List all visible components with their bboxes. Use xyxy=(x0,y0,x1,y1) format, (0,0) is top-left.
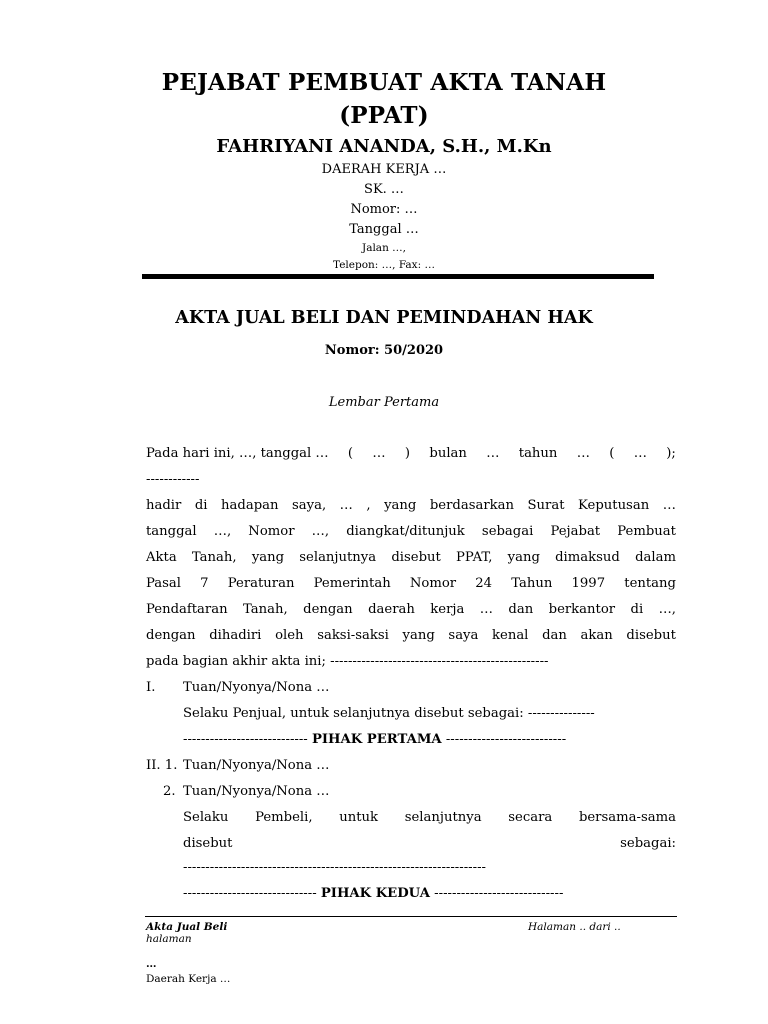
word: Nomor xyxy=(248,524,295,539)
word: dan xyxy=(508,602,534,617)
word: tentang xyxy=(624,576,676,591)
seller-role: Selaku Penjual, untuk selanjutnya disebut sebagai: --------------- xyxy=(183,706,595,721)
footer-subtitle: halaman xyxy=(146,933,192,945)
word: 7 xyxy=(200,576,209,591)
address-line: Jalan …, xyxy=(361,242,407,254)
paragraph-line xyxy=(146,575,676,593)
word: Tahun xyxy=(511,576,553,591)
opening-part: ( xyxy=(609,446,615,461)
word: dengan xyxy=(303,602,353,617)
word: Tanah, xyxy=(191,550,237,565)
opening-dashes: ------------ xyxy=(146,472,200,487)
opening-part: … xyxy=(633,446,647,461)
word: akan xyxy=(580,628,613,643)
dashes: --------------------------- xyxy=(441,732,567,747)
word: … xyxy=(662,498,676,513)
word: Surat xyxy=(527,498,565,513)
footer-title: Akta Jual Beli xyxy=(146,921,228,933)
word: … xyxy=(479,602,493,617)
footer-daerah-kerja: Daerah Kerja … xyxy=(146,973,231,985)
opening-part: ( xyxy=(347,446,354,461)
paragraph-line xyxy=(146,497,676,515)
daerah-kerja: DAERAH KERJA … xyxy=(321,162,447,177)
footer-divider xyxy=(145,916,677,917)
word: dengan xyxy=(146,628,196,643)
word: …, xyxy=(311,524,330,539)
word: …, xyxy=(658,602,676,617)
pihak-pertama-label: PIHAK PERTAMA xyxy=(311,732,442,747)
buyer-role-word: sebagai: xyxy=(620,836,676,851)
word: Selaku xyxy=(183,810,229,825)
paragraph-line xyxy=(146,627,676,645)
opening-part: … xyxy=(576,446,590,461)
buyer-dashes: -------------------------------------------------------------------- xyxy=(183,860,487,875)
phone-fax-line: Telepon: …, Fax: … xyxy=(333,259,435,271)
word: …, xyxy=(213,524,232,539)
dashes: ---------------------------- xyxy=(183,732,312,747)
word: saya xyxy=(448,628,479,643)
word: bersama-sama xyxy=(578,810,676,825)
word: Pasal xyxy=(146,576,181,591)
word: sebagai xyxy=(481,524,534,539)
footer-ellipsis: … xyxy=(146,958,157,970)
buyer-name-1: Tuan/Nyonya/Nona … xyxy=(183,758,330,773)
word: berkantor xyxy=(548,602,616,617)
sheet-label: Lembar Pertama xyxy=(328,395,440,410)
word: untuk xyxy=(339,810,379,825)
office-title-line1: PEJABAT PEMBUAT AKTA TANAH xyxy=(161,69,607,96)
paragraph-last-line: pada bagian akhir akta ini; ------------------------------------------------- xyxy=(146,654,549,669)
word: daerah xyxy=(368,602,415,617)
word: yang xyxy=(251,550,285,565)
item-number: II. 1. xyxy=(146,758,178,773)
word: Pemerintah xyxy=(313,576,391,591)
word: dalam xyxy=(635,550,676,565)
buyer-role-line1 xyxy=(183,809,676,827)
word: dimaksud xyxy=(555,550,620,565)
word: Pembuat xyxy=(617,524,676,539)
opening-part: bulan xyxy=(429,446,467,461)
word: … xyxy=(339,498,353,513)
word: disebut xyxy=(626,628,676,643)
word: hadir xyxy=(146,498,182,513)
tanggal-line: Tanggal … xyxy=(349,222,419,237)
pihak-kedua-line xyxy=(183,885,563,903)
office-title-line2: (PPAT) xyxy=(339,102,429,129)
word: Akta xyxy=(146,550,177,565)
seller-name: Tuan/Nyonya/Nona … xyxy=(183,680,330,695)
nomor-line: Nomor: … xyxy=(350,202,418,217)
document-number: Nomor: 50/2020 xyxy=(324,343,444,358)
paragraph-line xyxy=(146,601,676,619)
word: oleh xyxy=(275,628,304,643)
word: berdasarkan xyxy=(429,498,514,513)
opening-part: Pada hari ini, …, tanggal … xyxy=(146,446,329,461)
document-title: AKTA JUAL BELI DAN PEMINDAHAN HAK xyxy=(175,308,593,328)
item-number: 2. xyxy=(163,784,176,799)
paragraph-line xyxy=(146,549,676,567)
word: tanggal xyxy=(146,524,197,539)
word: Peraturan xyxy=(227,576,295,591)
opening-part: ); xyxy=(666,446,676,461)
word: dan xyxy=(542,628,567,643)
opening-part: … xyxy=(372,446,386,461)
word: 24 xyxy=(475,576,493,591)
word: selanjutnya xyxy=(299,550,377,565)
word: secara xyxy=(508,810,553,825)
buyer-role-word: disebut xyxy=(183,836,233,851)
word: saya, xyxy=(292,498,327,513)
letterhead xyxy=(0,66,768,274)
dashes: ------------------------------ xyxy=(183,886,321,901)
word: di xyxy=(630,602,644,617)
opening-part: … xyxy=(486,446,500,461)
buyer-role-line2 xyxy=(183,835,676,853)
item-number: I. xyxy=(146,680,156,695)
opening-part: ) xyxy=(404,446,411,461)
header-divider xyxy=(142,274,654,279)
pihak-pertama-line xyxy=(183,731,566,749)
word: kenal xyxy=(492,628,529,643)
word: Keputusan xyxy=(578,498,650,513)
word: saksi-saksi xyxy=(317,628,389,643)
dashes: ----------------------------- xyxy=(429,886,564,901)
pihak-kedua-label: PIHAK KEDUA xyxy=(320,886,430,901)
word: Tanah, xyxy=(243,602,288,617)
word: disebut xyxy=(391,550,441,565)
word: kerja xyxy=(430,602,465,617)
word: , xyxy=(366,498,371,513)
sk-line: SK. … xyxy=(364,182,404,197)
word: hadapan xyxy=(221,498,279,513)
paragraph-line xyxy=(146,523,676,541)
word: yang xyxy=(402,628,435,643)
official-name: FAHRIYANI ANANDA, S.H., M.Kn xyxy=(216,136,552,157)
word: di xyxy=(194,498,208,513)
word: diangkat/ditunjuk xyxy=(346,524,465,539)
footer-page-number: Halaman .. dari .. xyxy=(528,921,621,933)
word: Pejabat xyxy=(550,524,601,539)
word: yang xyxy=(507,550,540,565)
word: Pendaftaran xyxy=(146,602,228,617)
opening-line xyxy=(146,445,676,463)
buyer-name-2: Tuan/Nyonya/Nona … xyxy=(183,784,330,799)
word: selanjutnya xyxy=(404,810,482,825)
opening-part: tahun xyxy=(518,446,558,461)
word: PPAT, xyxy=(456,550,493,565)
word: dihadiri xyxy=(209,628,262,643)
word: yang xyxy=(384,498,417,513)
word: Nomor xyxy=(409,576,457,591)
word: 1997 xyxy=(571,576,606,591)
word: Pembeli, xyxy=(255,810,313,825)
